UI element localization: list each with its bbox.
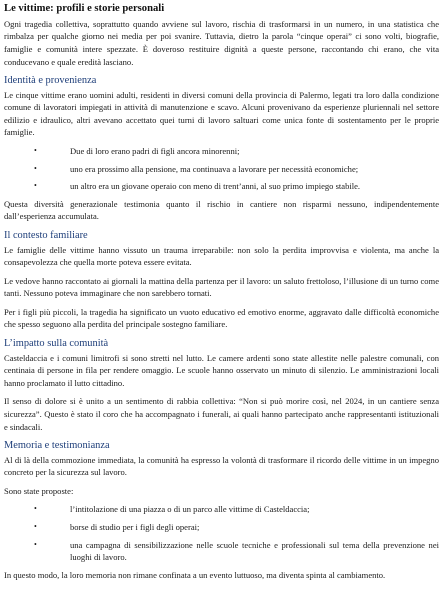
section-paragraph: Il senso di dolore si è unito a un sentimento di rabbia collettiva: “Non si può morire così, nel 2024, in un cantiere senza sicurezza”. Questo è stato il coro che ha accompagnato i funerali, ai quali hanno partecipato anche rappresentanti istituzionali e sindacali. xyxy=(4,396,439,432)
bullet-icon: • xyxy=(34,539,37,549)
page-title: Le vittime: profili e storie personali xyxy=(4,3,165,14)
section-heading-memoria: Memoria e testimonianza xyxy=(4,440,110,452)
list-item: • una campagna di sensibilizzazione nelle scuole tecniche e professionali sul tema della prevenzione nei luoghi di lavoro. xyxy=(34,539,439,563)
bullet-list-identita xyxy=(4,145,439,193)
section-heading-impatto: L’impatto sulla comunità xyxy=(4,338,109,350)
section-paragraph: Al di là della commozione immediata, la comunità ha espresso la volontà di trasformare il ricordo delle vittime in un impegno concreto per la sicurezza sul lavoro. xyxy=(4,454,439,478)
section-paragraph: Le vedove hanno raccontato ai giornali la mattina della partenza per il lavoro: un saluto frettoloso, l’illusione di un turno come tanti. Nessuno poteva immaginare che non sarebbero tornati. xyxy=(4,275,439,299)
intro-paragraph: Ogni tragedia collettiva, soprattutto quando avviene sul lavoro, rischia di trasformarsi in un numero, in una statistica che rimbalza per qualche giorno nei media per poi svanire. Tuttavia, dietro la parola “cinque operai” ci sono volti, biografie, famiglie e comunità intere spezzate. È doveroso restituire dignità a queste persone, raccontando chi erano, che vita conducevano e quale eredità lasciano. xyxy=(4,18,439,67)
bullet-icon: • xyxy=(34,181,37,191)
list-item: • Due di loro erano padri di figli ancora minorenni; xyxy=(34,146,240,157)
section-paragraph: Le famiglie delle vittime hanno vissuto un trauma irreparabile: non solo la perdita improvvisa e violenta, ma anche la consapevolezza che quella morte poteva essere evitata. xyxy=(4,244,439,268)
section-paragraph: In questo modo, la loro memoria non rimane confinata a un evento luttuoso, ma diventa spinta al cambiamento. xyxy=(4,569,386,580)
section-paragraph: Questa diversità generazionale testimonia quanto il rischio in cantiere non risparmi nessuno, indipendentemente dall’esperienza accumulata. xyxy=(4,198,439,222)
section-paragraph: Per i figli più piccoli, la tragedia ha significato un vuoto educativo ed emotivo enorme, aggravato dalle difficoltà economiche che spesso seguono alla perdita del principale sostegno familiare. xyxy=(4,306,439,330)
list-item: • un altro era un giovane operaio con meno di trent’anni, al suo primo impiego stabile. xyxy=(34,181,361,192)
section-heading-contesto: Il contesto familiare xyxy=(4,230,88,241)
section-paragraph: Casteldaccia e i comuni limitrofi si sono stretti nel lutto. Le camere ardenti sono state allestite nelle palestre comunali, con centinaia di persone in fila per rendere omaggio. Le scuole hanno osservato un minuto di silenzio. Le amministrazioni locali hanno proclamato il lutto cittadino. xyxy=(4,352,439,388)
bullet-icon: • xyxy=(34,146,37,156)
bullet-icon: • xyxy=(34,522,37,532)
bullet-icon: • xyxy=(34,504,37,514)
bullet-icon: • xyxy=(34,163,37,173)
section-paragraph: Le cinque vittime erano uomini adulti, residenti in diversi comuni della provincia di Palermo, legati tra loro dalla condizione comune di lavoratori impiegati in attività di manutenzione e scavo. Alcuni provenivano da esperienze pluriennali nel settore edilizio e idraulico, altri avevano accettato quei turni di lavoro saltuari come unica fonte di sostentamento per le proprie famiglie. xyxy=(4,89,439,138)
bullet-list-proposte xyxy=(4,503,439,563)
list-item: • l’intitolazione di una piazza o di un parco alle vittime di Casteldaccia; xyxy=(34,504,310,515)
section-paragraph: Sono state proposte: xyxy=(4,485,74,496)
section-heading-identita: Identità e provenienza xyxy=(4,75,97,87)
list-item: • uno era prossimo alla pensione, ma continuava a lavorare per necessità economiche; xyxy=(34,163,359,174)
list-item: • borse di studio per i figli degli operai; xyxy=(34,522,200,533)
